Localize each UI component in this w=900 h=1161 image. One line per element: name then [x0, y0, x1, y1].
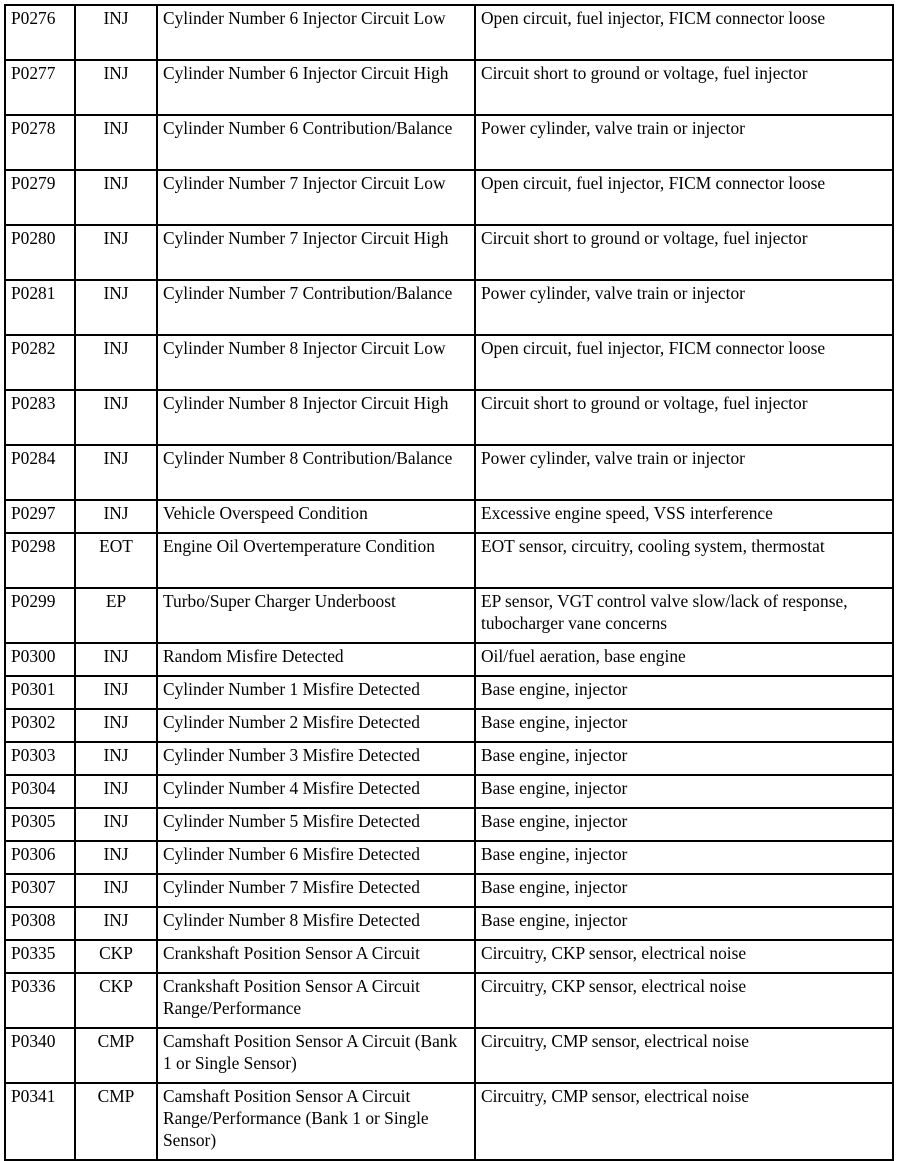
system-cell: CMP: [75, 1028, 157, 1083]
table-row: [5, 874, 893, 907]
system-cell: INJ: [75, 170, 157, 225]
description-cell: Camshaft Position Sensor A Circuit Range/Performance (Bank 1 or Single Sensor): [157, 1083, 475, 1160]
table-row: [5, 841, 893, 874]
table-row: [5, 973, 893, 1028]
dtc-code-cell: P0300: [5, 643, 75, 676]
table-row: [5, 390, 893, 445]
description-cell: Cylinder Number 8 Injector Circuit Low: [157, 335, 475, 390]
system-cell: INJ: [75, 115, 157, 170]
dtc-code-cell: P0276: [5, 5, 75, 60]
probable-cause-cell: Base engine, injector: [475, 907, 893, 940]
system-cell: INJ: [75, 841, 157, 874]
probable-cause-cell: Base engine, injector: [475, 808, 893, 841]
probable-cause-cell: Power cylinder, valve train or injector: [475, 115, 893, 170]
system-cell: INJ: [75, 335, 157, 390]
dtc-code-cell: P0302: [5, 709, 75, 742]
description-cell: Cylinder Number 8 Misfire Detected: [157, 907, 475, 940]
table-row: [5, 643, 893, 676]
table-row: [5, 500, 893, 533]
system-cell: INJ: [75, 676, 157, 709]
probable-cause-cell: Excessive engine speed, VSS interference: [475, 500, 893, 533]
table-row: [5, 709, 893, 742]
dtc-code-cell: P0306: [5, 841, 75, 874]
description-cell: Cylinder Number 7 Contribution/Balance: [157, 280, 475, 335]
table-row: [5, 115, 893, 170]
probable-cause-cell: Power cylinder, valve train or injector: [475, 280, 893, 335]
system-cell: EP: [75, 588, 157, 643]
probable-cause-cell: Power cylinder, valve train or injector: [475, 445, 893, 500]
dtc-code-cell: P0279: [5, 170, 75, 225]
dtc-code-cell: P0299: [5, 588, 75, 643]
table-row: [5, 676, 893, 709]
description-cell: Random Misfire Detected: [157, 643, 475, 676]
description-cell: Cylinder Number 7 Injector Circuit High: [157, 225, 475, 280]
probable-cause-cell: Base engine, injector: [475, 676, 893, 709]
probable-cause-cell: Circuit short to ground or voltage, fuel injector: [475, 225, 893, 280]
probable-cause-cell: Open circuit, fuel injector, FICM connector loose: [475, 335, 893, 390]
description-cell: Crankshaft Position Sensor A Circuit: [157, 940, 475, 973]
description-cell: Cylinder Number 7 Misfire Detected: [157, 874, 475, 907]
system-cell: INJ: [75, 643, 157, 676]
dtc-code-cell: P0336: [5, 973, 75, 1028]
description-cell: Cylinder Number 5 Misfire Detected: [157, 808, 475, 841]
dtc-code-cell: P0301: [5, 676, 75, 709]
probable-cause-cell: Circuit short to ground or voltage, fuel injector: [475, 60, 893, 115]
description-cell: Cylinder Number 6 Contribution/Balance: [157, 115, 475, 170]
dtc-table-body: [5, 5, 893, 1160]
probable-cause-cell: Circuitry, CMP sensor, electrical noise: [475, 1028, 893, 1083]
table-row: [5, 60, 893, 115]
probable-cause-cell: Base engine, injector: [475, 775, 893, 808]
dtc-code-cell: P0304: [5, 775, 75, 808]
table-row: [5, 907, 893, 940]
system-cell: CKP: [75, 973, 157, 1028]
dtc-code-cell: P0283: [5, 390, 75, 445]
system-cell: INJ: [75, 874, 157, 907]
system-cell: EOT: [75, 533, 157, 588]
description-cell: Cylinder Number 7 Injector Circuit Low: [157, 170, 475, 225]
dtc-code-cell: P0278: [5, 115, 75, 170]
description-cell: Cylinder Number 6 Injector Circuit Low: [157, 5, 475, 60]
system-cell: INJ: [75, 60, 157, 115]
dtc-code-cell: P0280: [5, 225, 75, 280]
probable-cause-cell: Oil/fuel aeration, base engine: [475, 643, 893, 676]
probable-cause-cell: EP sensor, VGT control valve slow/lack of response, tubocharger vane concerns: [475, 588, 893, 643]
dtc-code-cell: P0341: [5, 1083, 75, 1160]
dtc-code-cell: P0303: [5, 742, 75, 775]
table-row: [5, 445, 893, 500]
probable-cause-cell: Base engine, injector: [475, 874, 893, 907]
system-cell: INJ: [75, 808, 157, 841]
table-row: [5, 170, 893, 225]
dtc-table: [4, 4, 894, 1161]
system-cell: INJ: [75, 5, 157, 60]
description-cell: Cylinder Number 3 Misfire Detected: [157, 742, 475, 775]
dtc-code-cell: P0305: [5, 808, 75, 841]
dtc-code-cell: P0335: [5, 940, 75, 973]
system-cell: INJ: [75, 742, 157, 775]
table-row: [5, 5, 893, 60]
dtc-code-cell: P0298: [5, 533, 75, 588]
system-cell: CKP: [75, 940, 157, 973]
system-cell: INJ: [75, 225, 157, 280]
dtc-code-cell: P0281: [5, 280, 75, 335]
description-cell: Cylinder Number 2 Misfire Detected: [157, 709, 475, 742]
description-cell: Cylinder Number 8 Injector Circuit High: [157, 390, 475, 445]
dtc-code-cell: P0308: [5, 907, 75, 940]
system-cell: INJ: [75, 709, 157, 742]
table-row: [5, 588, 893, 643]
table-row: [5, 533, 893, 588]
table-row: [5, 808, 893, 841]
description-cell: Cylinder Number 6 Misfire Detected: [157, 841, 475, 874]
description-cell: Engine Oil Overtemperature Condition: [157, 533, 475, 588]
table-row: [5, 1028, 893, 1083]
table-row: [5, 280, 893, 335]
probable-cause-cell: Circuitry, CKP sensor, electrical noise: [475, 940, 893, 973]
table-row: [5, 335, 893, 390]
probable-cause-cell: Base engine, injector: [475, 841, 893, 874]
dtc-code-cell: P0307: [5, 874, 75, 907]
system-cell: INJ: [75, 390, 157, 445]
system-cell: INJ: [75, 280, 157, 335]
table-row: [5, 940, 893, 973]
table-row: [5, 1083, 893, 1160]
system-cell: INJ: [75, 500, 157, 533]
dtc-code-cell: P0284: [5, 445, 75, 500]
table-row: [5, 742, 893, 775]
probable-cause-cell: Circuitry, CKP sensor, electrical noise: [475, 973, 893, 1028]
system-cell: INJ: [75, 775, 157, 808]
description-cell: Cylinder Number 6 Injector Circuit High: [157, 60, 475, 115]
probable-cause-cell: EOT sensor, circuitry, cooling system, thermostat: [475, 533, 893, 588]
description-cell: Cylinder Number 1 Misfire Detected: [157, 676, 475, 709]
description-cell: Cylinder Number 4 Misfire Detected: [157, 775, 475, 808]
description-cell: Turbo/Super Charger Underboost: [157, 588, 475, 643]
description-cell: Camshaft Position Sensor A Circuit (Bank 1 or Single Sensor): [157, 1028, 475, 1083]
probable-cause-cell: Open circuit, fuel injector, FICM connector loose: [475, 5, 893, 60]
description-cell: Vehicle Overspeed Condition: [157, 500, 475, 533]
system-cell: CMP: [75, 1083, 157, 1160]
dtc-code-cell: P0282: [5, 335, 75, 390]
description-cell: Crankshaft Position Sensor A Circuit Range/Performance: [157, 973, 475, 1028]
system-cell: INJ: [75, 445, 157, 500]
probable-cause-cell: Circuitry, CMP sensor, electrical noise: [475, 1083, 893, 1160]
probable-cause-cell: Circuit short to ground or voltage, fuel injector: [475, 390, 893, 445]
system-cell: INJ: [75, 907, 157, 940]
dtc-code-cell: P0340: [5, 1028, 75, 1083]
probable-cause-cell: Base engine, injector: [475, 742, 893, 775]
probable-cause-cell: Open circuit, fuel injector, FICM connector loose: [475, 170, 893, 225]
dtc-code-cell: P0277: [5, 60, 75, 115]
table-row: [5, 775, 893, 808]
probable-cause-cell: Base engine, injector: [475, 709, 893, 742]
table-row: [5, 225, 893, 280]
description-cell: Cylinder Number 8 Contribution/Balance: [157, 445, 475, 500]
dtc-code-cell: P0297: [5, 500, 75, 533]
